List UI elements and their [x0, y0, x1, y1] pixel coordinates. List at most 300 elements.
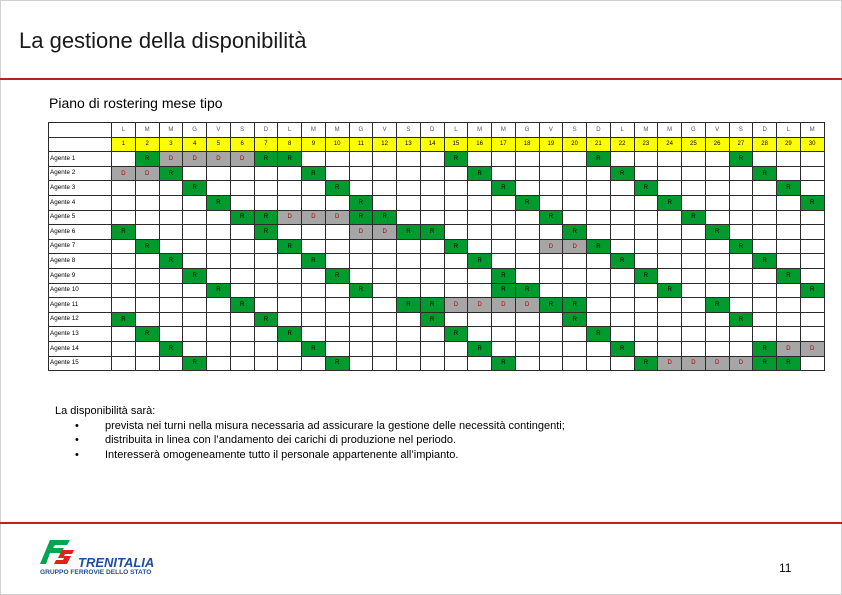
- empty-cell: [539, 312, 563, 327]
- date-cell: 9: [302, 137, 326, 152]
- empty-cell: [563, 152, 587, 167]
- empty-cell: [492, 254, 516, 269]
- rest-cell: R: [492, 268, 516, 283]
- empty-cell: [777, 152, 801, 167]
- empty-cell: [349, 181, 373, 196]
- empty-cell: [777, 298, 801, 313]
- rest-cell: R: [254, 210, 278, 225]
- availability-cell: D: [207, 152, 231, 167]
- empty-cell: [207, 181, 231, 196]
- empty-cell: [373, 239, 397, 254]
- empty-cell: [230, 181, 254, 196]
- empty-cell: [753, 327, 777, 342]
- rest-cell: R: [230, 210, 254, 225]
- date-cell: 6: [230, 137, 254, 152]
- empty-cell: [325, 298, 349, 313]
- empty-cell: [705, 210, 729, 225]
- availability-cell: D: [682, 356, 706, 371]
- empty-cell: [159, 298, 183, 313]
- empty-cell: [254, 195, 278, 210]
- empty-cell: [515, 327, 539, 342]
- empty-cell: [705, 283, 729, 298]
- empty-cell: [729, 181, 753, 196]
- empty-cell: [349, 298, 373, 313]
- empty-cell: [207, 356, 231, 371]
- availability-cell: D: [159, 152, 183, 167]
- empty-cell: [230, 283, 254, 298]
- empty-cell: [563, 254, 587, 269]
- empty-cell: [302, 312, 326, 327]
- rest-cell: R: [492, 356, 516, 371]
- rest-cell: R: [777, 356, 801, 371]
- empty-cell: [420, 166, 444, 181]
- empty-cell: [325, 254, 349, 269]
- empty-cell: [753, 181, 777, 196]
- empty-cell: [658, 298, 682, 313]
- empty-cell: [800, 298, 824, 313]
- empty-cell: [729, 268, 753, 283]
- empty-cell: [800, 166, 824, 181]
- empty-cell: [183, 210, 207, 225]
- empty-cell: [373, 268, 397, 283]
- rest-cell: R: [325, 356, 349, 371]
- date-cell: 10: [325, 137, 349, 152]
- page-number: 11: [779, 561, 792, 575]
- empty-cell: [397, 283, 421, 298]
- rest-cell: R: [468, 341, 492, 356]
- empty-cell: [658, 152, 682, 167]
- empty-cell: [753, 195, 777, 210]
- empty-cell: [112, 268, 136, 283]
- rest-cell: R: [302, 254, 326, 269]
- empty-cell: [610, 239, 634, 254]
- empty-cell: [468, 312, 492, 327]
- rest-cell: R: [515, 283, 539, 298]
- weekday-cell: G: [183, 123, 207, 138]
- rest-cell: R: [278, 152, 302, 167]
- rest-cell: R: [183, 268, 207, 283]
- empty-cell: [587, 341, 611, 356]
- empty-cell: [563, 356, 587, 371]
- empty-cell: [682, 254, 706, 269]
- empty-cell: [492, 239, 516, 254]
- rest-cell: R: [492, 181, 516, 196]
- empty-cell: [634, 210, 658, 225]
- empty-cell: [515, 152, 539, 167]
- empty-cell: [587, 195, 611, 210]
- weekday-cell: M: [325, 123, 349, 138]
- rest-cell: R: [349, 195, 373, 210]
- weekday-cell: V: [539, 123, 563, 138]
- empty-cell: [183, 254, 207, 269]
- rest-cell: R: [753, 166, 777, 181]
- empty-cell: [420, 283, 444, 298]
- empty-cell: [230, 268, 254, 283]
- empty-cell: [254, 239, 278, 254]
- rest-cell: R: [230, 298, 254, 313]
- empty-cell: [777, 283, 801, 298]
- empty-cell: [420, 341, 444, 356]
- empty-cell: [777, 312, 801, 327]
- empty-cell: [183, 341, 207, 356]
- agent-name: Agente 9: [49, 268, 112, 283]
- table-row: [49, 341, 825, 356]
- empty-cell: [515, 312, 539, 327]
- rest-cell: R: [159, 341, 183, 356]
- empty-cell: [302, 195, 326, 210]
- empty-cell: [420, 239, 444, 254]
- empty-cell: [397, 239, 421, 254]
- empty-cell: [753, 283, 777, 298]
- empty-cell: [159, 210, 183, 225]
- empty-cell: [254, 356, 278, 371]
- empty-cell: [705, 268, 729, 283]
- rest-cell: R: [254, 312, 278, 327]
- empty-cell: [492, 312, 516, 327]
- empty-cell: [207, 312, 231, 327]
- empty-cell: [325, 195, 349, 210]
- empty-cell: [397, 268, 421, 283]
- empty-cell: [135, 283, 159, 298]
- fs-logo-icon: [40, 538, 76, 566]
- empty-cell: [159, 283, 183, 298]
- empty-cell: [444, 166, 468, 181]
- rest-cell: R: [444, 327, 468, 342]
- empty-cell: [207, 225, 231, 240]
- empty-cell: [373, 356, 397, 371]
- empty-cell: [207, 268, 231, 283]
- bullet-icon: •: [75, 448, 79, 461]
- rest-cell: R: [492, 283, 516, 298]
- rest-cell: R: [278, 327, 302, 342]
- empty-cell: [753, 152, 777, 167]
- empty-cell: [207, 341, 231, 356]
- empty-cell: [777, 239, 801, 254]
- rest-cell: R: [563, 225, 587, 240]
- empty-cell: [325, 327, 349, 342]
- weekday-cell: G: [682, 123, 706, 138]
- empty-cell: [230, 225, 254, 240]
- empty-cell: [705, 239, 729, 254]
- empty-cell: [682, 225, 706, 240]
- empty-cell: [800, 210, 824, 225]
- empty-cell: [682, 181, 706, 196]
- header-corner: [49, 123, 112, 138]
- rest-cell: R: [539, 210, 563, 225]
- empty-cell: [658, 254, 682, 269]
- empty-cell: [112, 298, 136, 313]
- empty-cell: [302, 225, 326, 240]
- empty-cell: [444, 181, 468, 196]
- empty-cell: [515, 166, 539, 181]
- empty-cell: [634, 239, 658, 254]
- empty-cell: [468, 283, 492, 298]
- weekday-cell: S: [563, 123, 587, 138]
- date-cell: 19: [539, 137, 563, 152]
- empty-cell: [800, 152, 824, 167]
- empty-cell: [587, 356, 611, 371]
- weekday-cell: M: [634, 123, 658, 138]
- empty-cell: [705, 195, 729, 210]
- availability-cell: D: [230, 152, 254, 167]
- empty-cell: [230, 166, 254, 181]
- rest-cell: R: [302, 341, 326, 356]
- availability-cell: D: [658, 356, 682, 371]
- empty-cell: [682, 239, 706, 254]
- empty-cell: [468, 195, 492, 210]
- empty-cell: [610, 195, 634, 210]
- empty-cell: [729, 195, 753, 210]
- rest-cell: R: [705, 225, 729, 240]
- empty-cell: [397, 356, 421, 371]
- empty-cell: [444, 195, 468, 210]
- empty-cell: [705, 312, 729, 327]
- empty-cell: [183, 283, 207, 298]
- empty-cell: [468, 181, 492, 196]
- date-cell: 14: [420, 137, 444, 152]
- empty-cell: [634, 341, 658, 356]
- empty-cell: [777, 195, 801, 210]
- empty-cell: [539, 283, 563, 298]
- date-cell: 26: [705, 137, 729, 152]
- bullet-icon: •: [75, 434, 79, 447]
- table-row: [49, 225, 825, 240]
- empty-cell: [159, 356, 183, 371]
- empty-cell: [159, 268, 183, 283]
- date-cell: 8: [278, 137, 302, 152]
- date-cell: 11: [349, 137, 373, 152]
- empty-cell: [230, 254, 254, 269]
- empty-cell: [373, 254, 397, 269]
- date-cell: 12: [373, 137, 397, 152]
- empty-cell: [159, 239, 183, 254]
- empty-cell: [539, 327, 563, 342]
- empty-cell: [634, 298, 658, 313]
- empty-cell: [349, 166, 373, 181]
- table-row: [49, 152, 825, 167]
- empty-cell: [397, 166, 421, 181]
- rest-cell: R: [183, 181, 207, 196]
- rest-cell: R: [278, 239, 302, 254]
- table-row: [49, 210, 825, 225]
- rest-cell: R: [135, 327, 159, 342]
- empty-cell: [397, 195, 421, 210]
- rest-cell: R: [349, 210, 373, 225]
- empty-cell: [397, 327, 421, 342]
- empty-cell: [325, 239, 349, 254]
- empty-cell: [135, 210, 159, 225]
- rest-cell: R: [325, 181, 349, 196]
- rest-cell: R: [729, 312, 753, 327]
- rest-cell: R: [729, 152, 753, 167]
- empty-cell: [278, 166, 302, 181]
- table-row: [49, 268, 825, 283]
- availability-cell: D: [135, 166, 159, 181]
- empty-cell: [634, 312, 658, 327]
- empty-cell: [302, 239, 326, 254]
- empty-cell: [705, 341, 729, 356]
- empty-cell: [682, 341, 706, 356]
- empty-cell: [658, 210, 682, 225]
- rest-cell: R: [207, 283, 231, 298]
- empty-cell: [159, 225, 183, 240]
- table-row: [49, 239, 825, 254]
- empty-cell: [468, 152, 492, 167]
- empty-cell: [800, 327, 824, 342]
- empty-cell: [468, 239, 492, 254]
- empty-cell: [563, 195, 587, 210]
- table-row: [49, 327, 825, 342]
- empty-cell: [610, 268, 634, 283]
- empty-cell: [230, 195, 254, 210]
- weekday-cell: V: [705, 123, 729, 138]
- empty-cell: [563, 210, 587, 225]
- empty-cell: [135, 298, 159, 313]
- empty-cell: [729, 283, 753, 298]
- date-cell: 16: [468, 137, 492, 152]
- empty-cell: [302, 152, 326, 167]
- weekday-cell: L: [777, 123, 801, 138]
- empty-cell: [610, 152, 634, 167]
- weekday-cell: S: [729, 123, 753, 138]
- rest-cell: R: [634, 356, 658, 371]
- rostering-table: [48, 122, 825, 371]
- empty-cell: [325, 152, 349, 167]
- empty-cell: [705, 152, 729, 167]
- rest-cell: R: [634, 181, 658, 196]
- empty-cell: [658, 268, 682, 283]
- agent-name: Agente 12: [49, 312, 112, 327]
- rest-cell: R: [753, 341, 777, 356]
- empty-cell: [207, 254, 231, 269]
- empty-cell: [444, 225, 468, 240]
- date-cell: 3: [159, 137, 183, 152]
- empty-cell: [634, 225, 658, 240]
- empty-cell: [302, 283, 326, 298]
- availability-cell: D: [183, 152, 207, 167]
- rest-cell: R: [444, 152, 468, 167]
- date-cell: 27: [729, 137, 753, 152]
- empty-cell: [397, 181, 421, 196]
- empty-cell: [278, 195, 302, 210]
- rest-cell: R: [587, 239, 611, 254]
- availability-cell: D: [492, 298, 516, 313]
- empty-cell: [112, 327, 136, 342]
- table-row: [49, 283, 825, 298]
- empty-cell: [159, 181, 183, 196]
- agent-name: Agente 5: [49, 210, 112, 225]
- empty-cell: [539, 254, 563, 269]
- empty-cell: [777, 225, 801, 240]
- empty-cell: [634, 195, 658, 210]
- empty-cell: [254, 341, 278, 356]
- empty-cell: [112, 341, 136, 356]
- notes-item: [55, 448, 565, 463]
- empty-cell: [420, 210, 444, 225]
- empty-cell: [254, 268, 278, 283]
- empty-cell: [112, 152, 136, 167]
- agent-name: Agente 4: [49, 195, 112, 210]
- empty-cell: [349, 152, 373, 167]
- empty-cell: [753, 210, 777, 225]
- weekday-header-row: [49, 123, 825, 138]
- empty-cell: [278, 298, 302, 313]
- availability-cell: D: [705, 356, 729, 371]
- empty-cell: [587, 254, 611, 269]
- empty-cell: [539, 195, 563, 210]
- weekday-cell: L: [112, 123, 136, 138]
- empty-cell: [563, 181, 587, 196]
- rest-cell: R: [468, 254, 492, 269]
- empty-cell: [373, 283, 397, 298]
- empty-cell: [800, 254, 824, 269]
- empty-cell: [610, 356, 634, 371]
- empty-cell: [729, 225, 753, 240]
- empty-cell: [135, 225, 159, 240]
- empty-cell: [420, 181, 444, 196]
- agent-name: Agente 10: [49, 283, 112, 298]
- empty-cell: [254, 181, 278, 196]
- availability-cell: D: [777, 341, 801, 356]
- weekday-cell: M: [492, 123, 516, 138]
- brand-group: GRUPPO FERROVIE DELLO STATO: [40, 569, 152, 576]
- rest-cell: R: [420, 312, 444, 327]
- rest-cell: R: [800, 283, 824, 298]
- agent-name: Agente 11: [49, 298, 112, 313]
- weekday-cell: G: [515, 123, 539, 138]
- empty-cell: [753, 225, 777, 240]
- availability-cell: D: [729, 356, 753, 371]
- empty-cell: [800, 312, 824, 327]
- rest-cell: R: [777, 268, 801, 283]
- date-cell: 28: [753, 137, 777, 152]
- empty-cell: [705, 327, 729, 342]
- empty-cell: [112, 239, 136, 254]
- empty-cell: [539, 268, 563, 283]
- empty-cell: [373, 181, 397, 196]
- empty-cell: [254, 166, 278, 181]
- date-cell: 18: [515, 137, 539, 152]
- empty-cell: [682, 152, 706, 167]
- agent-name: Agente 6: [49, 225, 112, 240]
- empty-cell: [539, 166, 563, 181]
- rest-cell: R: [302, 166, 326, 181]
- empty-cell: [587, 268, 611, 283]
- date-cell: 25: [682, 137, 706, 152]
- empty-cell: [658, 166, 682, 181]
- date-cell: 20: [563, 137, 587, 152]
- notes-item-text: prevista nei turni nella misura necessaria ad assicurare la gestione delle necessità contingenti;: [105, 419, 565, 432]
- table-row: [49, 166, 825, 181]
- date-cell: 29: [777, 137, 801, 152]
- empty-cell: [230, 312, 254, 327]
- empty-cell: [278, 283, 302, 298]
- empty-cell: [112, 195, 136, 210]
- empty-cell: [753, 298, 777, 313]
- empty-cell: [753, 239, 777, 254]
- rest-cell: R: [800, 195, 824, 210]
- title-divider: [0, 78, 842, 80]
- rest-cell: R: [397, 298, 421, 313]
- empty-cell: [539, 152, 563, 167]
- empty-cell: [800, 225, 824, 240]
- empty-cell: [563, 341, 587, 356]
- empty-cell: [515, 341, 539, 356]
- empty-cell: [587, 283, 611, 298]
- empty-cell: [705, 166, 729, 181]
- weekday-cell: V: [373, 123, 397, 138]
- empty-cell: [112, 181, 136, 196]
